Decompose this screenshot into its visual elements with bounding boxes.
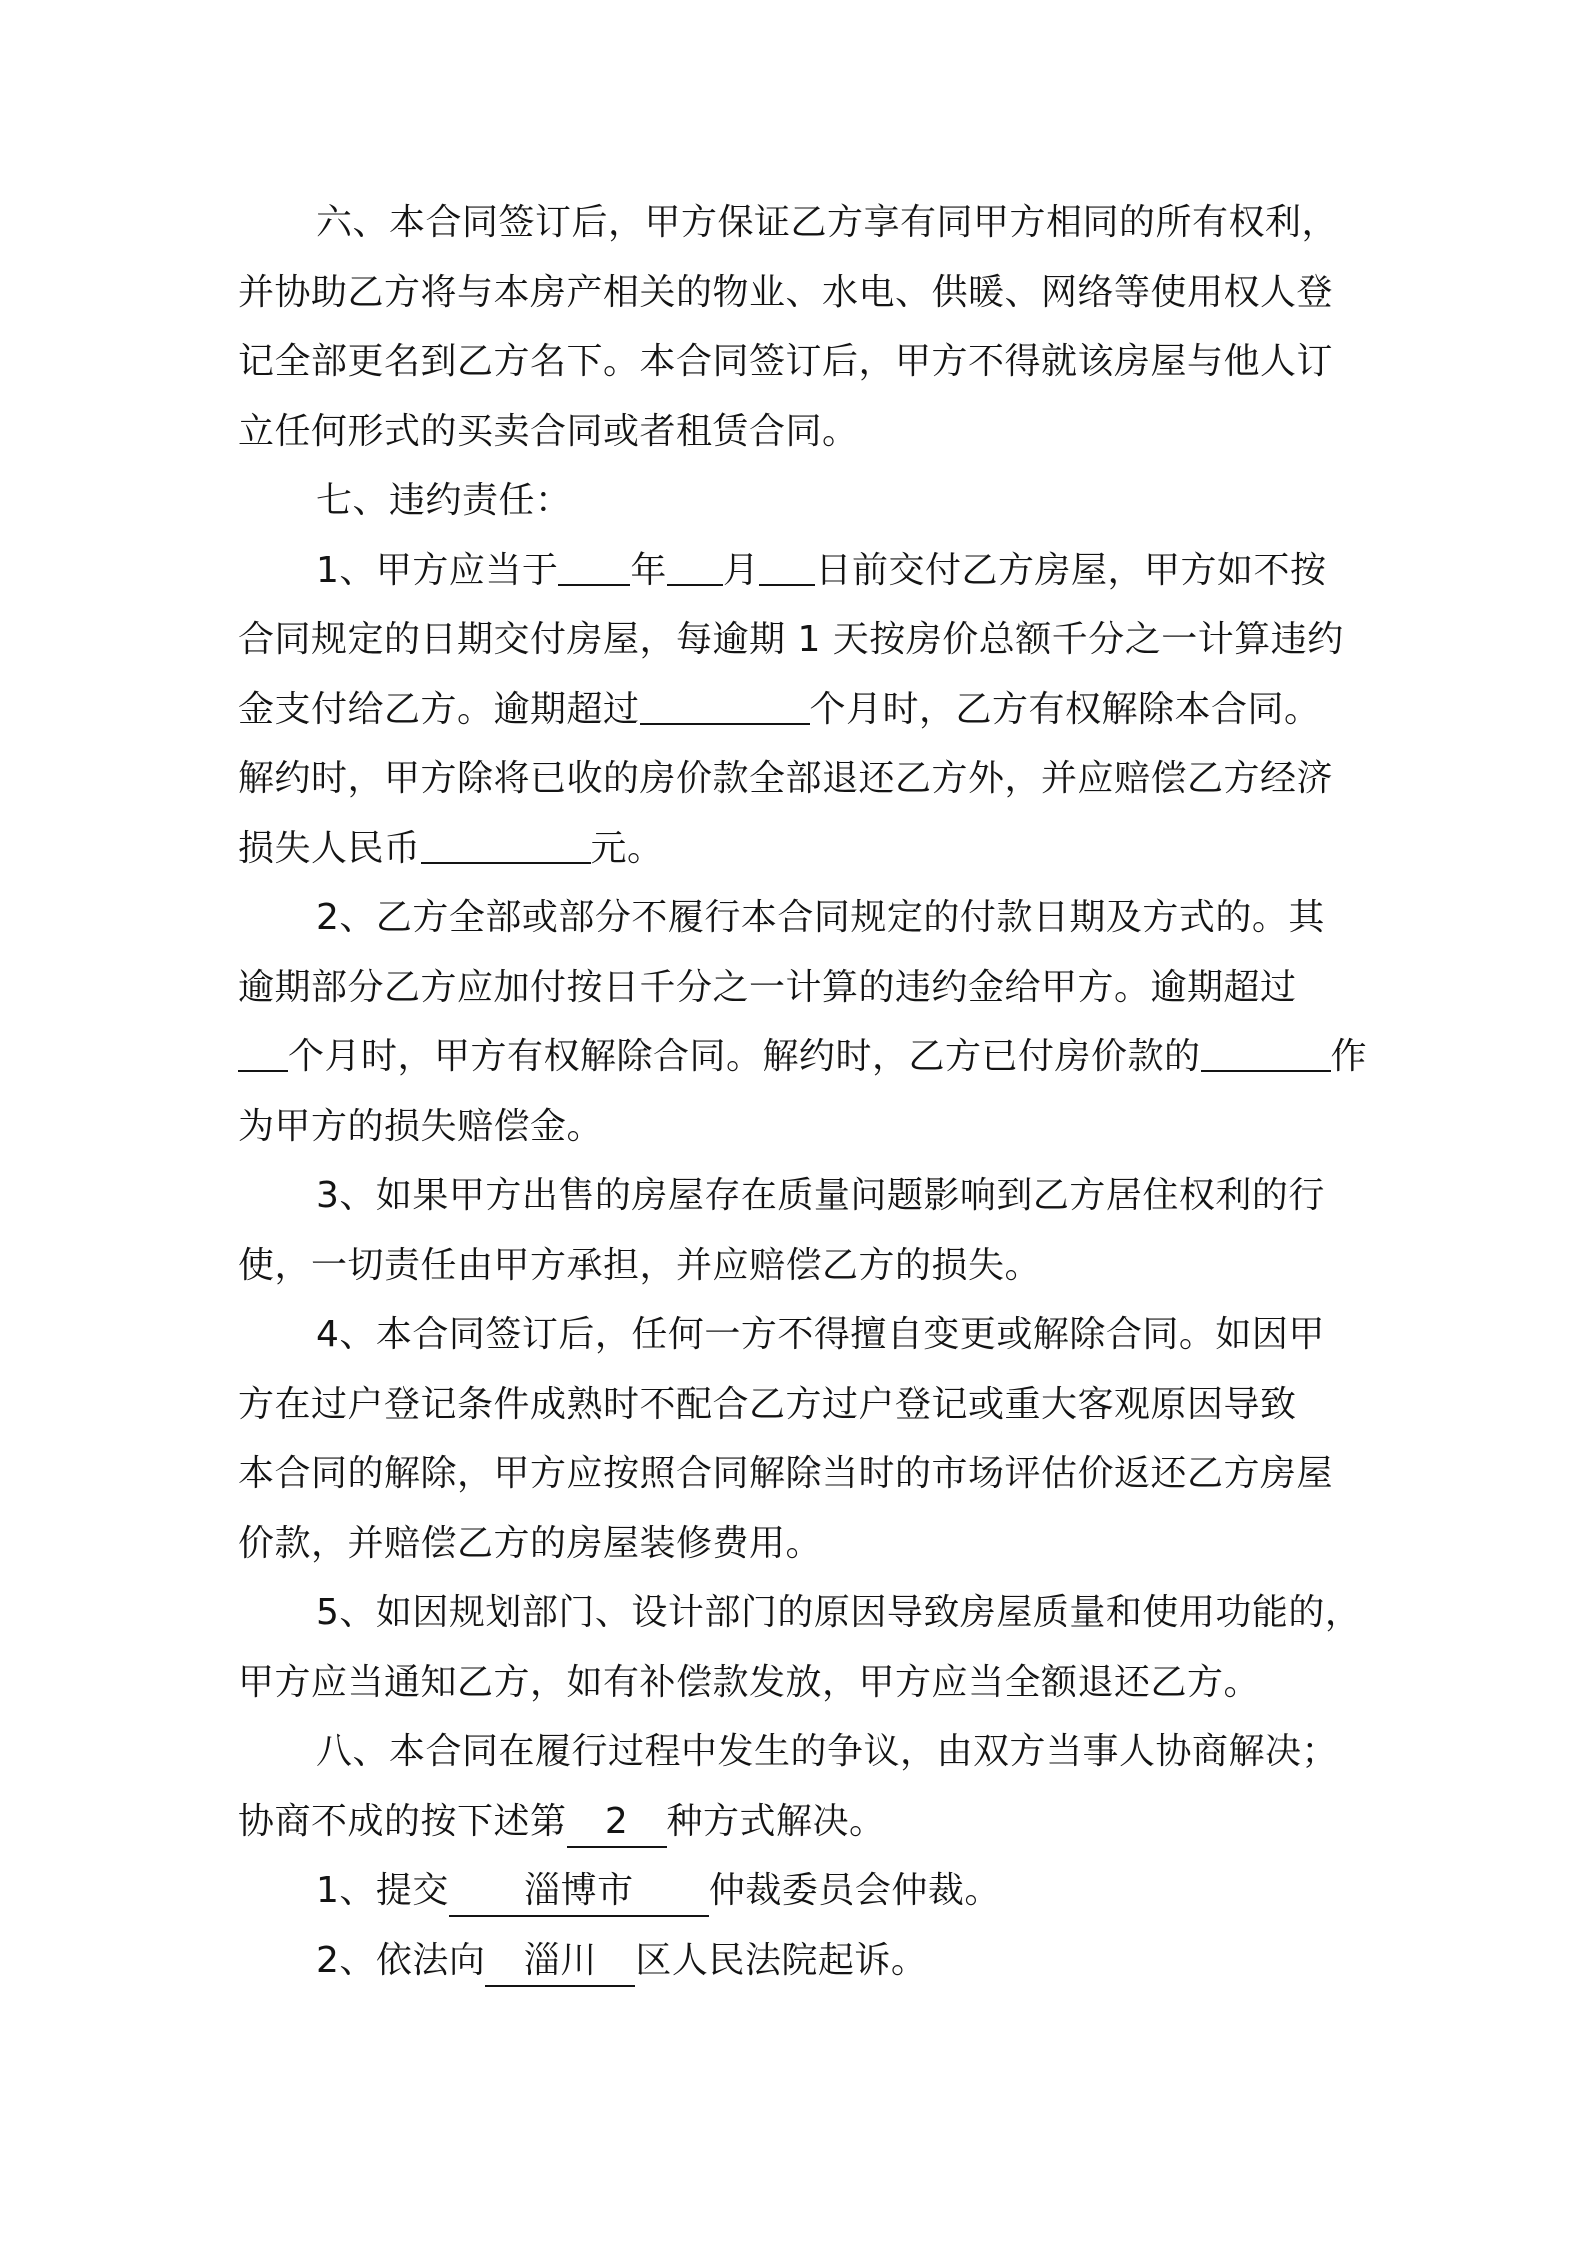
item1-line5 bbox=[238, 814, 1362, 884]
compensation-amount-blank bbox=[421, 822, 591, 864]
item1-line4: 解约时，甲方除将已收的房价款全部退还乙方外，并应赔偿乙方经济 bbox=[238, 758, 1334, 799]
item1-text-a: 1、甲方应当于 bbox=[316, 549, 559, 591]
section6-line3: 记全部更名到乙方名下。本合同签订后，甲方不得就该房屋与他人订 bbox=[238, 341, 1334, 382]
arbitration-option bbox=[238, 1856, 1362, 1926]
item5-line2: 甲方应当通知乙方，如有补偿款发放，甲方应当全额退还乙方。 bbox=[238, 1661, 1261, 1703]
resolution-method-value: 2 bbox=[604, 1800, 629, 1842]
months-blank bbox=[238, 1030, 288, 1072]
item1-line5-a: 损失人民币 bbox=[238, 827, 421, 869]
resolution-method-blank bbox=[567, 1800, 667, 1848]
contract-body bbox=[238, 188, 1368, 1995]
section7-heading: 七、违约责任： bbox=[316, 480, 572, 521]
item1-line3-a: 金支付给乙方。逾期超过 bbox=[238, 688, 640, 730]
item1-line3-b: 个月时，乙方有权解除本合同。 bbox=[809, 688, 1321, 730]
item2-line2: 逾期部分乙方应加付按日千分之一计算的违约金给甲方。逾期超过 bbox=[238, 966, 1297, 1008]
item4-line1: 4、本合同签订后，任何一方不得擅自变更或解除合同。如因甲 bbox=[316, 1314, 1325, 1355]
item1-line2: 合同规定的日期交付房屋，每逾期 1 天按房价总额千分之一计算违约 bbox=[238, 619, 1344, 660]
section8-line2 bbox=[238, 1787, 1362, 1857]
section6-line2: 并协助乙方将与本房产相关的物业、水电、供暖、网络等使用权人登 bbox=[238, 271, 1334, 313]
item5-line1: 5、如因规划部门、设计部门的原因导致房屋质量和使用功能的， bbox=[316, 1592, 1362, 1633]
section8-line2-b: 种方式解决。 bbox=[666, 1800, 886, 1842]
arbitration-text-b: 仲裁委员会仲裁。 bbox=[708, 1870, 1001, 1911]
payment-ratio-blank bbox=[1201, 1030, 1331, 1072]
item3-line2: 使，一切责任由甲方承担，并应赔偿乙方的损失。 bbox=[238, 1244, 1042, 1286]
court-option bbox=[238, 1926, 1362, 1996]
court-text-b: 区人民法院起诉。 bbox=[635, 1939, 928, 1981]
item1-line3 bbox=[238, 675, 1362, 745]
item1-line5-b: 元。 bbox=[590, 827, 664, 869]
section8-line1: 八、本合同在履行过程中发生的争议，由双方当事人协商解决； bbox=[316, 1731, 1339, 1772]
item3-line1: 3、如果甲方出售的房屋存在质量问题影响到乙方居住权利的行 bbox=[316, 1175, 1325, 1216]
item1-text-d: 日前交付乙方房屋，甲方如不按 bbox=[815, 549, 1327, 591]
arbitration-city-blank bbox=[449, 1870, 709, 1917]
court-district-value: 淄川 bbox=[523, 1939, 597, 1981]
item4-line3: 本合同的解除，甲方应按照合同解除当时的市场评估价返还乙方房屋 bbox=[238, 1453, 1334, 1494]
court-text-a: 2、依法向 bbox=[316, 1939, 486, 1981]
item1-text-c: 月 bbox=[722, 549, 760, 591]
arbitration-text-a: 1、提交 bbox=[316, 1870, 449, 1911]
day-blank bbox=[759, 544, 815, 586]
arbitration-city-value: 淄博市 bbox=[524, 1870, 634, 1911]
item2-line3-b: 作 bbox=[1330, 1036, 1368, 1077]
year-blank bbox=[558, 544, 630, 586]
item2-line1: 2、乙方全部或部分不履行本合同规定的付款日期及方式的。其 bbox=[316, 897, 1325, 938]
item2-line3 bbox=[238, 1022, 1368, 1092]
item2-line3-a: 个月时，甲方有权解除合同。解约时，乙方已付房价款的 bbox=[288, 1036, 1201, 1077]
item4-line2: 方在过户登记条件成熟时不配合乙方过户登记或重大客观原因导致 bbox=[238, 1383, 1297, 1425]
months-overdue-blank bbox=[640, 683, 810, 725]
section6-line4: 立任何形式的买卖合同或者租赁合同。 bbox=[238, 410, 859, 452]
item1-text-b: 年 bbox=[630, 549, 667, 591]
court-district-blank bbox=[485, 1939, 635, 1987]
item4-line4: 价款，并赔偿乙方的房屋装修费用。 bbox=[238, 1522, 823, 1564]
item1-line1 bbox=[238, 536, 1362, 606]
month-blank bbox=[667, 544, 723, 586]
item2-line4: 为甲方的损失赔偿金。 bbox=[238, 1105, 604, 1147]
section6-line1: 六、本合同签订后，甲方保证乙方享有同甲方相同的所有权利， bbox=[316, 202, 1339, 243]
section8-line2-a: 协商不成的按下述第 bbox=[238, 1800, 567, 1842]
